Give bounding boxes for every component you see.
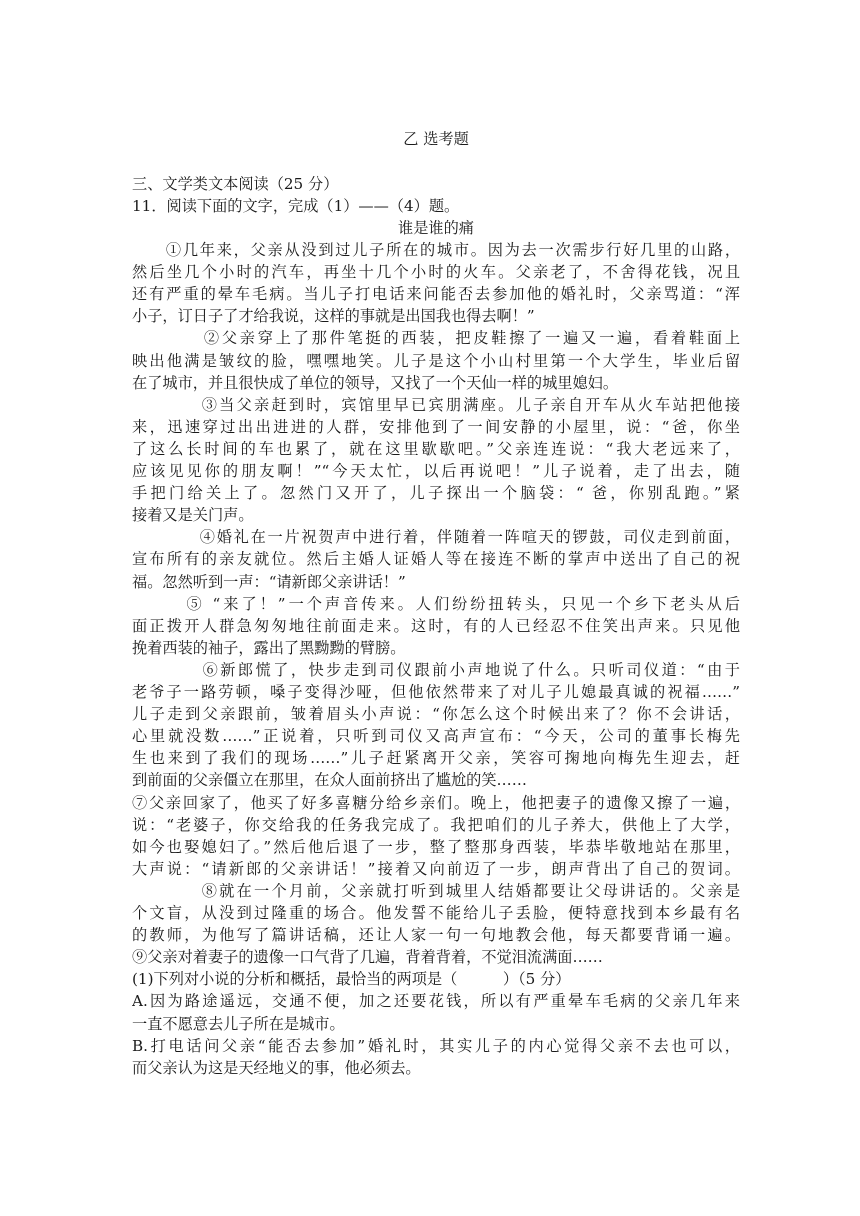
text-line: 一直不愿意去儿子所在是城市。 — [132, 1014, 345, 1033]
text-line: ③当父亲赶到时，宾馆里早已宾朋满座。儿子亲自开车从火车站把他接 — [132, 395, 740, 414]
text-line: 到前面的父亲僵立在那里，在众人面前挤出了尴尬的笑…… — [132, 771, 527, 790]
text-line: 来，迅速穿过出出进进的人群，安排他到了一间安静的小屋里，说：“爸，你坐 — [132, 417, 740, 436]
text-line: B.打电话问父亲“能否去参加”婚礼时，其实儿子的内心觉得父亲不去也可以， — [132, 1036, 740, 1055]
text-line: ②父亲穿上了那件笔挺的西装，把皮鞋擦了一遍又一遍，看着鞋面上 — [132, 329, 740, 348]
text-line: ⑥新郎慌了，快步走到司仪跟前小声地说了什么。只听司仪道：“由于 — [132, 660, 740, 679]
text-line: 在了城市，并且很快成了单位的领导，又找了一个天仙一样的城里媳妇。 — [132, 373, 618, 392]
question-intro: 11．阅读下面的文字，完成（1）——（4）题。 — [132, 197, 460, 215]
text-line: 挽着西装的袖子，露出了黑黝黝的臂膀。 — [132, 638, 406, 657]
text-line: 心里就没数……”正说着，只听到司仪又高声宣布：“今天，公司的董事长梅先 — [132, 727, 740, 746]
text-line: 映出他满是皱纹的脸，嘿嘿地笑。儿子是这个小山村里第一个大学生，毕业后留 — [132, 351, 740, 370]
text-line: ⑦父亲回家了，他买了好多喜糖分给乡亲们。晚上，他把妻子的遗像又擦了一遍， — [132, 793, 740, 812]
text-line: 小子，订日子了才给我说，这样的事就是出国我也得去啊！” — [132, 307, 535, 326]
text-line: 说：“老婆子，你交给我的任务我完成了。我把咱们的儿子养大，供他上了大学， — [132, 815, 740, 834]
text-line: 生也来到了我们的现场……”儿子赶紧离开父亲，笑容可掬地向梅先生迎去，赶 — [132, 749, 740, 768]
text-line: 老爷子一路劳顿，嗓子变得沙哑，但他依然带来了对儿子儿媳最真诚的祝福……” — [132, 683, 740, 701]
text-line: 手把门给关上了。忽然门又开了，儿子探出一个脑袋：“ 爸，你别乱跑。”紧 — [132, 484, 740, 503]
text-line: 接着又是关门声。 — [132, 506, 254, 525]
text-line: 如今也娶媳妇了。”然后他后退了一步，整了整那身西装，毕恭毕敬地站在那里， — [132, 837, 740, 856]
text-line: 然后坐几个小时的汽车，再坐十几个小时的火车。父亲老了，不舍得花钱，况且 — [132, 263, 740, 282]
section-title: 乙 选考题 — [403, 130, 469, 148]
story-title: 谁是谁的痛 — [398, 219, 474, 237]
text-line: 面正拨开人群急匆匆地往前面走来。这时，有的人已经忍不住笑出声来。只见他 — [132, 616, 740, 635]
text-line: 个文盲，从没到过隆重的场合。他发誓不能给儿子丢脸，便特意找到本乡最有名 — [132, 904, 740, 922]
text-line: ⑧就在一个月前，父亲就打听到城里人结婚都要让父母讲话的。父亲是 — [132, 881, 740, 900]
text-line: ①几年来，父亲从没到过儿子所在的城市。因为去一次需步行好几里的山路， — [132, 241, 740, 259]
text-line: 而父亲认为这是天经地义的事，他必须去。 — [132, 1058, 421, 1077]
text-line: 宣布所有的亲友就位。然后主婚人证婚人等在接连不断的掌声中送出了自己的祝 — [132, 550, 740, 569]
text-line: 了这么长时间的车也累了，就在这里歇歇吧。”父亲连连说：“我大老远来了， — [132, 439, 740, 458]
text-line: 大声说：“请新郎的父亲讲话！”接着又向前迈了一步，朗声背出了自己的贺词。 — [132, 859, 740, 878]
text-line: (1)下列对小说的分析和概括，最恰当的两项是（ ）（5 分） — [132, 970, 571, 989]
part-heading: 三、文学类文本阅读（25 分） — [132, 175, 339, 193]
text-line: A.因为路途遥远，交通不便，加之还要花钱，所以有严重晕车毛病的父亲几年来 — [132, 992, 740, 1011]
text-line: 儿子走到父亲跟前，皱着眉头小声说：“你怎么这个时候出来了？你不会讲话， — [132, 705, 740, 724]
text-line: ⑨父亲对着妻子的遗像一口气背了几遍，背着背着，不觉泪流满面…… — [132, 948, 603, 967]
text-line: ④婚礼在一片祝贺声中进行着，伴随着一阵喧天的锣鼓，司仪走到前面， — [132, 528, 740, 547]
text-line: 还有严重的晕车毛病。当儿子打电话来问能否去参加他的婚礼时，父亲骂道：“浑 — [132, 285, 740, 304]
text-line: 应该见见你的朋友啊！”“今天太忙，以后再说吧！”儿子说着，走了出去，随 — [132, 462, 740, 480]
text-line: 福。忽然听到一声：“请新郎父亲讲话！” — [132, 572, 406, 591]
text-line: 的教师，为他写了篇讲话稿，还让人家一句一句地教会他，每天都要背诵一遍。 — [132, 926, 740, 945]
text-line: ⑤ “来了！”一个声音传来。人们纷纷扭转头，只见一个乡下老头从后 — [132, 594, 740, 613]
